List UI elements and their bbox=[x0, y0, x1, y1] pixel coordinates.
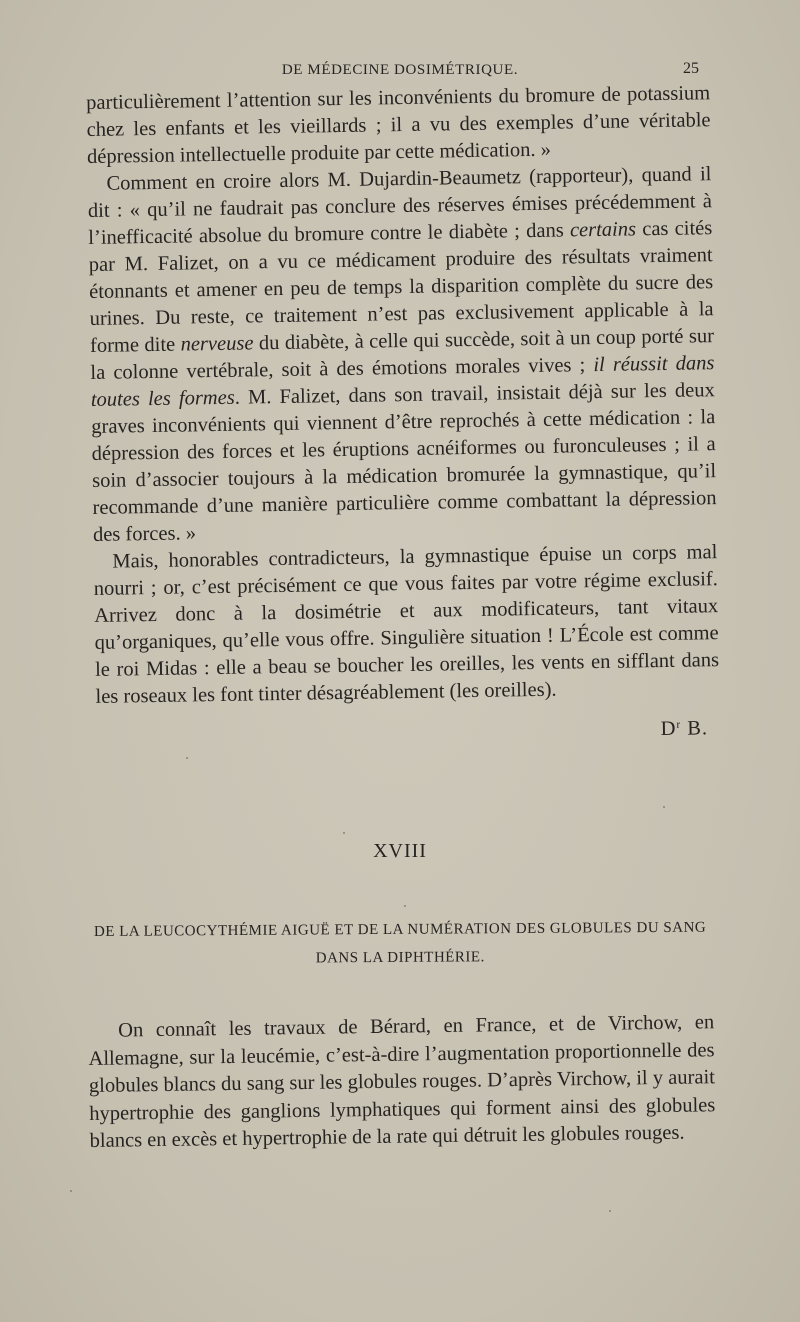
paper-speck bbox=[404, 905, 406, 907]
signature-prefix: D bbox=[660, 717, 677, 741]
italic-certains: certains bbox=[569, 218, 637, 242]
section-title bbox=[88, 914, 712, 974]
italic-reussit: il réussit dans toutes les formes bbox=[90, 352, 715, 411]
paper-speck bbox=[663, 806, 665, 808]
paragraph-2 bbox=[87, 161, 717, 549]
paragraph-1: particulièrement l’attention sur les inconvénients du bromure de potassium chez les enfants et les vieillards ; il a vu des exemples d’une véritable dépression intellectuelle produite par cette médication. » bbox=[86, 82, 711, 168]
running-title: DE MÉDECINE DOSIMÉTRIQUE. bbox=[281, 62, 519, 78]
signature-superscript: r bbox=[676, 718, 682, 731]
paper-speck bbox=[186, 757, 188, 759]
paper-speck bbox=[343, 832, 345, 834]
section-title-line-2: DANS LA DIPHTHÉRIE. bbox=[315, 949, 485, 967]
paragraph-2-part-g: . M. Falizet, dans son travail, insistait déjà sur les deux graves inconvénients qui viennent d’être reprochés à cette médication : la dépression des forces et les éruptions acnéiformes ou furonculeuses ; il a soin d’associer toujours à la médication bromurée la gymnastique, qu’il recommande d’une manière particulière comme combattant la dépression des forces. » bbox=[91, 379, 717, 546]
paragraph-3: Mais, honorables contradicteurs, la gymnastique épuise un corps mal nourri ; or, c’est précisément ce que vous faites par votre régime exclusif. Arrivez donc à la dosimétrie et aux modificateurs, tant vitaux qu’organiques, qu’elle vous offre. Singulière situation ! L’École est comme le roi Midas : elle a beau se boucher les oreilles, les vents en sifflant dans les roseaux les font tinter désagréablement (les oreilles). bbox=[93, 541, 720, 708]
continued-text-block bbox=[86, 80, 720, 752]
paragraph-2-part-c: cas cités par M. Falizet, on a vu ce médicament produire des résultats vraiment étonnants et amener en peu de temps la disparition complète du sucre des urines. Du reste, ce traitement n’est pas exclusivement applicable à la forme dite bbox=[88, 217, 714, 357]
paper-speck bbox=[70, 1190, 72, 1192]
section-number: XVIII bbox=[373, 840, 427, 862]
section-paragraph: On connaît les travaux de Bérard, en France, et de Virchow, en Allemagne, sur la leucémie, c’est-à-dire l’augmentation proportionnelle des globules blancs du sang sur les globules rouges. D’après Virchow, il y aurait hypertrophie des ganglions lymphatiques qui forment ainsi des globules blancs en excès et hypertrophie de la rate qui détruit les globules rouges. bbox=[88, 1011, 716, 1152]
paragraph-2-part-e: du diabète, à celle qui succède, soit à un coup porté sur la colonne vertébrale, soit à des émotions morales vives ; bbox=[90, 325, 715, 384]
page-number: 25 bbox=[683, 60, 699, 77]
signature-name: B. bbox=[680, 717, 709, 740]
section-text-block bbox=[88, 1009, 716, 1155]
paper-speck bbox=[609, 1210, 611, 1212]
signature bbox=[96, 711, 708, 752]
section-title-line-1: DE LA LEUCOCYTHÉMIE AIGUË ET DE LA NUMÉRATION DES GLOBULES DU SANG bbox=[93, 919, 707, 940]
paragraph-2-part-a: Comment en croire alors M. Dujardin-Beaumetz (rapporteur), quand il dit : « qu’il ne faudrait pas conclure des réserves émises précédemment à l’inefficacité absolue du bromure contre le diabète ; dans bbox=[87, 163, 712, 249]
italic-nerveuse: nerveuse bbox=[180, 332, 254, 356]
